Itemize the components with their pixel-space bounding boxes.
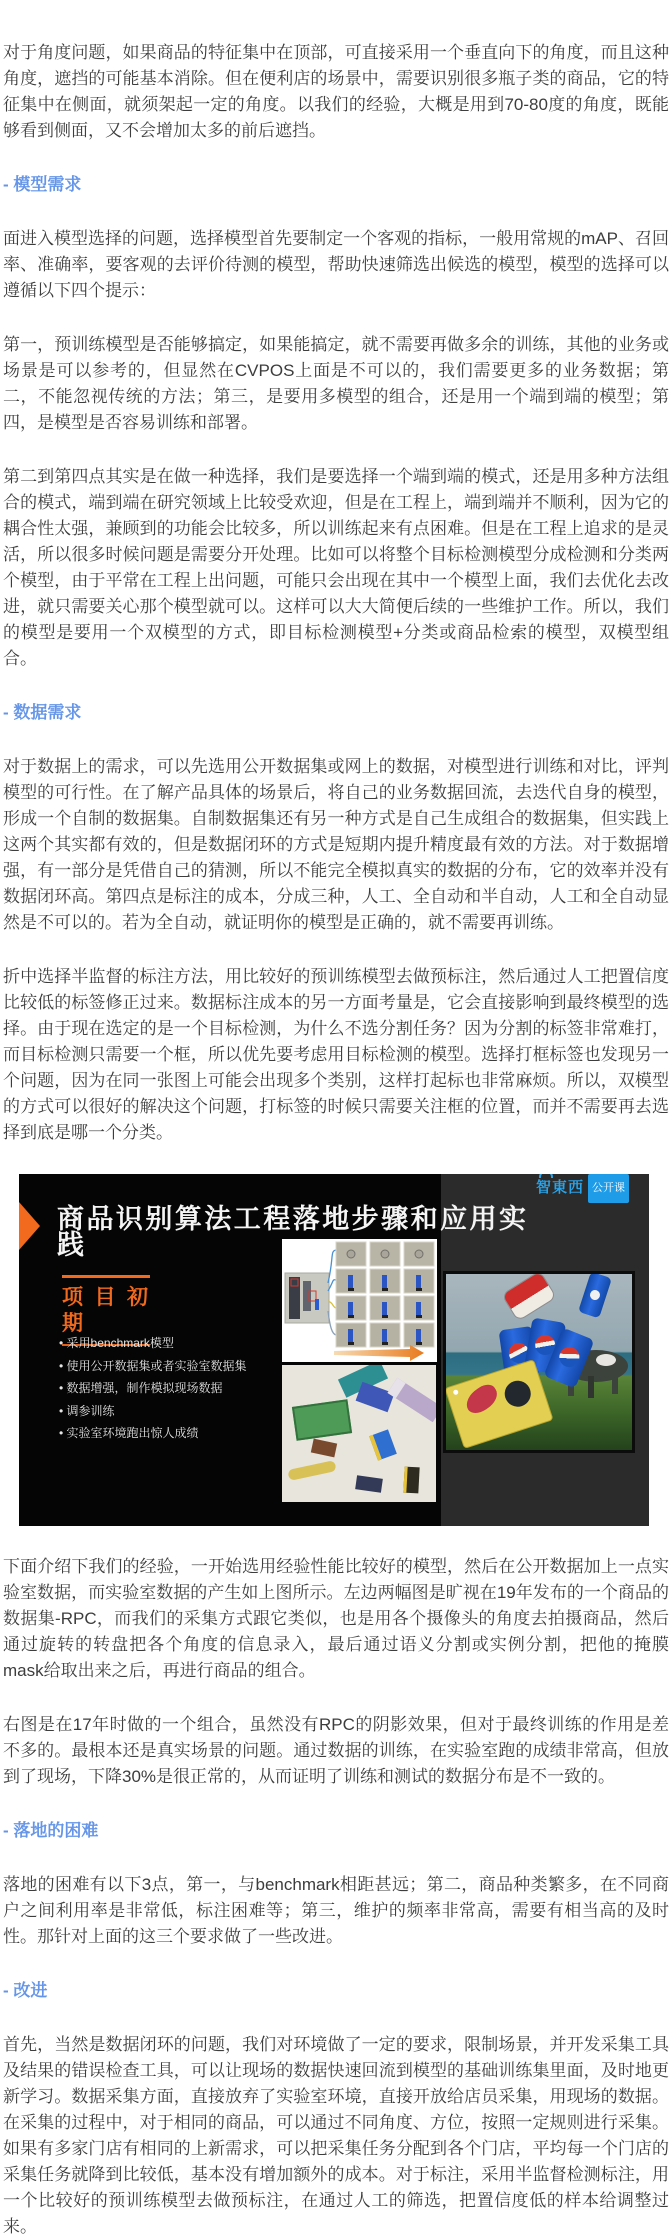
bullet-item: • 数据增强，制作模拟现场数据: [59, 1377, 274, 1400]
dataset-capture-diagram: [282, 1239, 437, 1362]
bullet-item: • 使用公开数据集或者实验室数据集: [59, 1355, 274, 1378]
divider: [62, 1275, 150, 1278]
product-box: [292, 1399, 352, 1440]
section-heading-improvement: - 改进: [3, 1981, 48, 2000]
red-can: [501, 1271, 557, 1322]
section-heading-landing-difficulty: - 落地的困难: [3, 1821, 99, 1840]
composited-products-photo: [443, 1271, 635, 1453]
rpc-dataset-grid-figure: [282, 1239, 437, 1362]
product-card: [355, 1475, 383, 1492]
product-box: [356, 1382, 395, 1412]
paragraph: 面进入模型选择的问题，选择模型首先要制定一个客观的指标，一般用常规的mAP、召回率、准确率，要客观的去评价待测的模型，帮助快速筛选出候选的模型，模型的选择可以遵循以下四个提示：: [3, 229, 669, 300]
bullet-item: • 采用benchmark模型: [59, 1332, 274, 1355]
product-box: [311, 1439, 337, 1458]
paragraph: 第一，预训练模型是否能够搞定，如果能搞定，就不需要再做多余的训练，其他的业务或场景是可以参考的，但显然在CVPOS上面是不可以的，我们需要更多的业务数据；第二，不能忽视传统的方法；第三，是要用多模型的组合，还是用一个端到端的模型；第四，是模型是否容易训练和部署。: [3, 335, 669, 432]
paragraph: 首先，当然是数据闭环的问题，我们对环境做了一定的要求，限制场景，并开发采集工具及结果的错误检查工具，可以让现场的数据快速回流到模型的基础训练集里面，及时地更新学习。数据采集方面，直接放弃了实验室环境，直接开放给店员采集，用现场的数据。在采集的过程中，对于相同的商品，可以通过不同角度、方位，按照一定规则进行采集。如果有多家门店有相同的上新需求，可以把采集任务分配到各个门店，平均每一个门店的采集任务就降到比较低，基本没有增加额外的成本。对于标注，采用半监督检测标注，用一个比较好的预训练模型去做预标注，在通过人工的筛选，把置信度低的样本给调整过来。: [3, 2035, 669, 2236]
zhidx-logo: 智東西: [536, 1175, 584, 1201]
publisher-logo: [536, 1179, 629, 1197]
paragraph: 折中选择半监督的标注方法，用比较好的预训练模型去做预标注，然后通过人工把置信度比较低的标签修正过来。数据标注成本的另一方面考量是，它会直接影响到最终模型的选择。由于现在选定的是一个目标检测，为什么不选分割任务？因为分割的标签非常难打，而目标检测只需要一个框，所以优先要考虑用目标检测的模型。选择打框标签也发现另一个问题，因为在同一张图上可能会出现多个类别，这样打起标也非常麻烦。所以，双模型的方式可以很好的解决这个问题，打标签的时候只需要关注框的位置，而并不需要再去选择到底是哪一个分类。: [3, 967, 669, 1142]
slide-section-title: 项目初期: [62, 1286, 150, 1335]
yellow-snack-pack: [444, 1359, 553, 1449]
product-box: [403, 1467, 419, 1494]
open-class-badge: 公开课: [588, 1174, 629, 1203]
section-heading-model-requirements: - 模型需求: [3, 175, 82, 194]
lab-scattered-products-photo: [282, 1365, 436, 1502]
wifi-icon: [539, 1174, 553, 1178]
paragraph: 下面介绍下我们的经验，一开始选用经验性能比较好的模型，然后在公开数据加上一点实验室数据，而实验室数据的产生如上图所示。左边两幅图是旷视在19年发布的一个商品的数据集-RPC，而我们的采集方式跟它类似，也是用各个摄像头的角度去拍摄商品，然后通过旋转的转盘把各个角度的信息录入，最后通过语义分割或实例分割，把他的掩膜mask给取出来之后，再进行商品的组合。: [3, 1557, 669, 1680]
paragraph: 落地的困难有以下3点，第一，与benchmark相距甚远；第二，商品种类繁多，在不同商户之间利用率是非常低，标注困难等；第三，维护的频率非常高，需要有相当高的及时性。那针对上面的这三个要求做了一些改进。: [3, 1875, 669, 1946]
bullet-item: • 实验室环境跑出惊人成绩: [59, 1422, 274, 1445]
slide-title: 商品识别算法工程落地步骤和应用实践: [57, 1204, 527, 1260]
product-snack: [287, 1460, 336, 1481]
section-heading-data-requirements: - 数据需求: [3, 703, 82, 722]
slide-bullet-list: [59, 1332, 274, 1445]
paragraph: 对于数据上的需求，可以先选用公开数据集或网上的数据，对模型进行训练和对比，评判模型的可行性。在了解产品具体的场景后，将自己的业务数据回流，去迭代自身的模型，形成一个自制的数据集。自制数据集还有另一种方式是自己生成组合的数据集，但实践上这两个其实都有效的，但是数据闭环的方式是短期内提升精度最有效的方法。对于数据增强，有一部分是凭借自己的猜测，所以不能完全模拟真实的数据的分布，它的效率并没有数据闭环高。第四点是标注的成本，分成三种，人工、全自动和半自动，人工和全自动显然是不可以的。若为全自动，就证明你的模型是正确的，就不需要再训练。: [3, 757, 669, 932]
dark-disc-graphic: [501, 1377, 534, 1410]
hang-hole: [453, 1389, 459, 1395]
fish-graphic: [461, 1381, 501, 1418]
bullet-item: • 调参训练: [59, 1400, 274, 1423]
product-box: [387, 1378, 436, 1423]
product-card: [369, 1429, 397, 1460]
paragraph: 第二到第四点其实是在做一种选择，我们是要选择一个端到端的模式，还是用多种方法组合的模式，端到端在研究领域上比较受欢迎，但是在工程上，端到端并不顺利，因为它的耦合性太强，兼顾到的功能会比较多，所以训练起来有点困难。但是在工程上追求的是灵活，所以很多时候问题是需要分开处理。比如可以将整个目标检测模型分成检测和分类两个模型，由于平常在工程上出问题，可能只会出现在其中一个模型上面，我们去优化去改进，就只需要关心那个模型就可以。这样可以大大简便后续的一些维护工作。所以，我们的模型是要用一个双模型的方式，即目标检测模型+分类或商品检索的模型，双模型组合。: [3, 467, 669, 668]
paragraph: 对于角度问题，如果商品的特征集中在顶部，可直接采用一个垂直向下的角度，而且这种角度，遮挡的可能基本消除。但在便利店的场景中，需要识别很多瓶子类的商品，它的特征集中在侧面，就须架起一定的角度。以我们的经验，大概是用到70-80度的角度，既能够看到侧面，又不会增加太多的前后遮挡。: [3, 43, 669, 140]
paragraph: 右图是在17年时做的一个组合，虽然没有RPC的阴影效果，但对于最终训练的作用是差不多的。最根本还是真实场景的问题。通过数据的训练，在实验室跑的成绩非常高，但放到了现场，下降30%是很正常的，从而证明了训练和测试的数据分布是不一致的。: [3, 1715, 669, 1786]
lecture-slide-image: [19, 1174, 649, 1526]
blue-slim-can: [578, 1272, 612, 1319]
arrow-right-icon: [19, 1202, 40, 1250]
